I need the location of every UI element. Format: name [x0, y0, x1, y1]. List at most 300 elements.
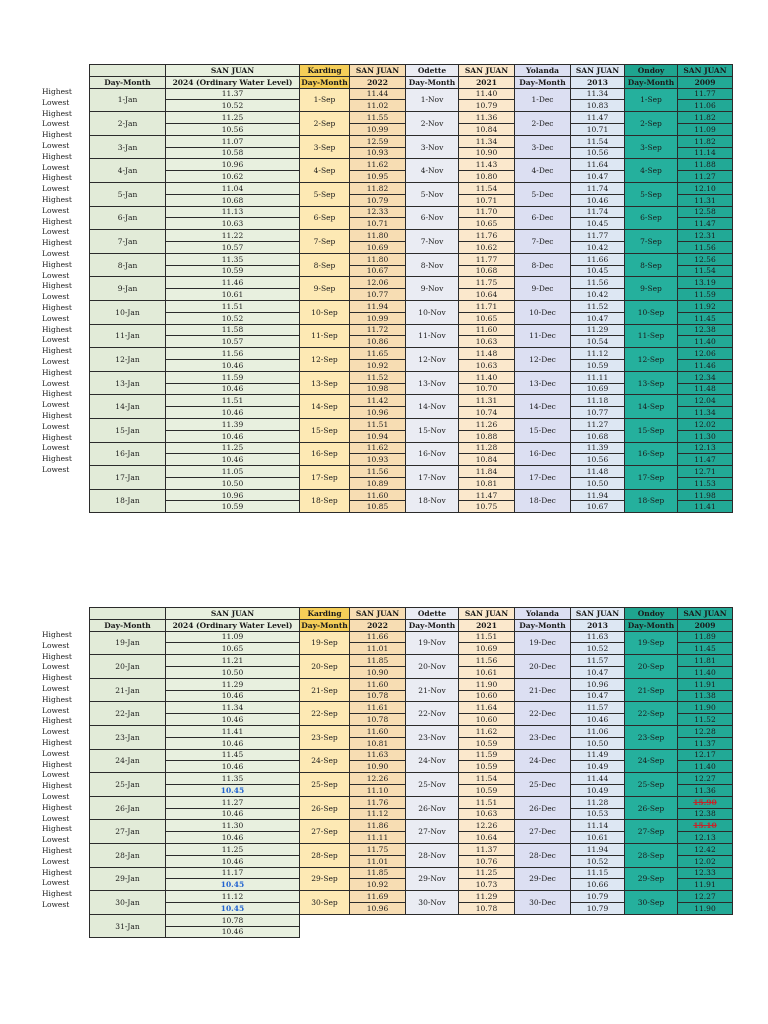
table-row: [90, 891, 733, 903]
sj2024-highest: 11.25: [166, 442, 300, 454]
lowest-label: Lowest: [42, 899, 70, 909]
yolanda-date-cell: 5-Dec: [515, 182, 571, 206]
sj2024-lowest: 10.56: [166, 123, 300, 135]
sj2009-highest: 11.81: [678, 655, 733, 667]
sj2024-highest: 11.17: [166, 867, 300, 879]
yolanda-date-cell: 23-Dec: [515, 725, 571, 749]
day-month-cell: 22-Jan: [90, 702, 166, 726]
odette-date-cell: 3-Nov: [406, 135, 459, 159]
column-header: Yolanda: [515, 608, 571, 620]
highest-label: Highest: [42, 454, 72, 464]
karding-date-cell: 18-Sep: [300, 489, 350, 513]
highest-label: Highest: [42, 716, 72, 726]
karding-date-cell: 3-Sep: [300, 135, 350, 159]
column-header: Day-Month: [90, 619, 166, 631]
odette-date-cell: 28-Nov: [406, 843, 459, 867]
sj2013-highest: 11.64: [571, 159, 625, 171]
sj2013-lowest: 10.46: [571, 714, 625, 726]
day-month-cell: 29-Jan: [90, 867, 166, 891]
odette-date-cell: 16-Nov: [406, 442, 459, 466]
sj2009-highest: 12.27: [678, 891, 733, 903]
sj2022-highest: 11.60: [350, 489, 406, 501]
odette-date-cell: 25-Nov: [406, 773, 459, 797]
lowest-label: Lowest: [42, 205, 70, 215]
sj2021-lowest: 10.80: [459, 171, 515, 183]
day-month-cell: 17-Jan: [90, 466, 166, 490]
column-header: 2013: [571, 619, 625, 631]
karding-date-cell: 12-Sep: [300, 348, 350, 372]
highest-label: Highest: [42, 824, 72, 834]
sj2013-lowest: 10.42: [571, 241, 625, 253]
day-month-cell: 27-Jan: [90, 820, 166, 844]
sj2022-lowest: 10.67: [350, 265, 406, 277]
highest-label: Highest: [42, 302, 72, 312]
day-month-cell: 21-Jan: [90, 678, 166, 702]
karding-date-cell: 8-Sep: [300, 253, 350, 277]
ondoy-date-cell: 23-Sep: [625, 725, 678, 749]
odette-date-cell: 22-Nov: [406, 702, 459, 726]
karding-date-cell: 9-Sep: [300, 277, 350, 301]
day-month-cell: 14-Jan: [90, 395, 166, 419]
ondoy-date-cell: 7-Sep: [625, 230, 678, 254]
sj2021-lowest: 10.63: [459, 336, 515, 348]
day-month-cell: 7-Jan: [90, 230, 166, 254]
column-header: SAN JUAN: [678, 65, 733, 77]
sj2009-highest: 12.10: [678, 182, 733, 194]
highest-label: Highest: [42, 802, 72, 812]
sj2013-lowest: 10.54: [571, 336, 625, 348]
sj2022-highest: 11.55: [350, 112, 406, 124]
sj2021-highest: 11.36: [459, 112, 515, 124]
sj2021-highest: 11.43: [459, 159, 515, 171]
table-row: [90, 914, 733, 926]
column-header: Odette: [406, 608, 459, 620]
lowest-label: Lowest: [42, 464, 70, 474]
table-row: [90, 135, 733, 147]
sj2021-lowest: 10.74: [459, 407, 515, 419]
sj2013-highest: 10.79: [571, 891, 625, 903]
sj2022-lowest: 10.90: [350, 666, 406, 678]
column-header: [90, 608, 166, 620]
header-row: [90, 619, 733, 631]
karding-date-cell: 1-Sep: [300, 88, 350, 112]
highest-label: Highest: [42, 889, 72, 899]
sj2021-lowest: 10.61: [459, 666, 515, 678]
sj2022-lowest: 10.99: [350, 312, 406, 324]
sj2021-lowest: 10.65: [459, 218, 515, 230]
sj2013-lowest: 10.47: [571, 666, 625, 678]
karding-date-cell: 5-Sep: [300, 182, 350, 206]
column-header: 2022: [350, 619, 406, 631]
odette-date-cell: 9-Nov: [406, 277, 459, 301]
sj2021-lowest: 10.76: [459, 855, 515, 867]
sj2009-highest: 12.27: [678, 773, 733, 785]
sj2022-lowest: 10.93: [350, 454, 406, 466]
sj2013-lowest: 10.46: [571, 194, 625, 206]
table-row: [90, 159, 733, 171]
karding-date-cell: 27-Sep: [300, 820, 350, 844]
column-header: SAN JUAN: [166, 65, 300, 77]
table-row: [90, 300, 733, 312]
odette-date-cell: 7-Nov: [406, 230, 459, 254]
sj2009-lowest: 11.59: [678, 289, 733, 301]
sj2024-highest: 11.25: [166, 843, 300, 855]
sj2013-highest: 11.48: [571, 466, 625, 478]
sj2024-highest: 10.78: [166, 914, 300, 926]
day-month-cell: 2-Jan: [90, 112, 166, 136]
column-header: SAN JUAN: [571, 65, 625, 77]
sj2013-highest: 11.66: [571, 253, 625, 265]
sj2022-highest: 12.26: [350, 773, 406, 785]
yolanda-date-cell: 1-Dec: [515, 88, 571, 112]
sj2022-highest: 12.33: [350, 206, 406, 218]
ondoy-date-cell: 1-Sep: [625, 88, 678, 112]
ondoy-date-cell: 4-Sep: [625, 159, 678, 183]
lowest-label: Lowest: [42, 184, 70, 194]
sj2024-highest: 11.51: [166, 395, 300, 407]
sj2009-highest: 12.06: [678, 348, 733, 360]
yolanda-date-cell: 24-Dec: [515, 749, 571, 773]
highest-label: Highest: [42, 151, 72, 161]
lowest-label: Lowest: [42, 292, 70, 302]
sj2024-lowest: 10.62: [166, 171, 300, 183]
table-row: [90, 466, 733, 478]
highest-label: Highest: [42, 694, 72, 704]
yolanda-date-cell: 16-Dec: [515, 442, 571, 466]
sj2021-highest: 11.47: [459, 489, 515, 501]
sj2021-lowest: 10.75: [459, 501, 515, 513]
yolanda-date-cell: 2-Dec: [515, 112, 571, 136]
day-month-cell: 3-Jan: [90, 135, 166, 159]
sj2021-highest: 11.25: [459, 867, 515, 879]
sj2021-highest: 11.51: [459, 631, 515, 643]
sj2009-lowest: 11.53: [678, 477, 733, 489]
odette-date-cell: 1-Nov: [406, 88, 459, 112]
sj2009-highest: 11.77: [678, 88, 733, 100]
day-month-cell: 23-Jan: [90, 725, 166, 749]
karding-date-cell: 16-Sep: [300, 442, 350, 466]
lowest-label: Lowest: [42, 227, 70, 237]
highest-label: Highest: [42, 281, 72, 291]
day-month-cell: 9-Jan: [90, 277, 166, 301]
empty-cell: [300, 914, 733, 938]
sj2021-lowest: 10.79: [459, 100, 515, 112]
ondoy-date-cell: 13-Sep: [625, 371, 678, 395]
sj2013-highest: 11.52: [571, 300, 625, 312]
sj2009-lowest: 11.14: [678, 147, 733, 159]
sj2024-lowest: 10.46: [166, 714, 300, 726]
sj2021-lowest: 10.59: [459, 784, 515, 796]
sj2024-highest: 11.09: [166, 631, 300, 643]
sj2021-highest: 11.54: [459, 773, 515, 785]
odette-date-cell: 6-Nov: [406, 206, 459, 230]
highest-label: Highest: [42, 389, 72, 399]
ondoy-date-cell: 28-Sep: [625, 843, 678, 867]
sj2013-lowest: 10.52: [571, 855, 625, 867]
odette-date-cell: 5-Nov: [406, 182, 459, 206]
sj2013-lowest: 10.53: [571, 808, 625, 820]
odette-date-cell: 27-Nov: [406, 820, 459, 844]
sj2022-lowest: 10.71: [350, 218, 406, 230]
sj2021-highest: 11.64: [459, 702, 515, 714]
sj2013-lowest: 10.71: [571, 123, 625, 135]
sj2022-lowest: 10.81: [350, 737, 406, 749]
sj2022-highest: 11.69: [350, 891, 406, 903]
highest-label: Highest: [42, 867, 72, 877]
day-month-cell: 18-Jan: [90, 489, 166, 513]
sj2022-lowest: 10.89: [350, 477, 406, 489]
yolanda-date-cell: 18-Dec: [515, 489, 571, 513]
ondoy-date-cell: 17-Sep: [625, 466, 678, 490]
sj2022-highest: 11.56: [350, 466, 406, 478]
odette-date-cell: 29-Nov: [406, 867, 459, 891]
sj2013-lowest: 10.83: [571, 100, 625, 112]
yolanda-date-cell: 27-Dec: [515, 820, 571, 844]
sj2024-highest: 11.35: [166, 773, 300, 785]
water-level-table: [89, 64, 733, 513]
header-row: [90, 65, 733, 77]
table-row: [90, 678, 733, 690]
highest-label: Highest: [42, 737, 72, 747]
column-header: SAN JUAN: [459, 608, 515, 620]
sj2022-lowest: 11.01: [350, 643, 406, 655]
sj2009-highest: 11.82: [678, 135, 733, 147]
sj2021-lowest: 10.59: [459, 761, 515, 773]
column-header: SAN JUAN: [459, 65, 515, 77]
ondoy-date-cell: 9-Sep: [625, 277, 678, 301]
sj2013-lowest: 10.59: [571, 359, 625, 371]
sj2013-lowest: 10.61: [571, 832, 625, 844]
sj2022-lowest: 11.11: [350, 832, 406, 844]
sj2022-highest: 11.72: [350, 324, 406, 336]
sj2013-highest: 11.18: [571, 395, 625, 407]
sj2024-highest: 11.45: [166, 749, 300, 761]
day-month-cell: 20-Jan: [90, 655, 166, 679]
sj2021-highest: 11.54: [459, 182, 515, 194]
highest-label: Highest: [42, 173, 72, 183]
column-header: Day-Month: [625, 619, 678, 631]
sj2022-lowest: 10.96: [350, 407, 406, 419]
karding-date-cell: 11-Sep: [300, 324, 350, 348]
sj2013-highest: 11.34: [571, 88, 625, 100]
odette-date-cell: 13-Nov: [406, 371, 459, 395]
sj2022-lowest: 10.78: [350, 714, 406, 726]
sj2024-highest: 11.12: [166, 891, 300, 903]
sj2024-highest: 11.41: [166, 725, 300, 737]
sj2009-lowest: 11.54: [678, 265, 733, 277]
ondoy-date-cell: 12-Sep: [625, 348, 678, 372]
sj2009-lowest: 11.31: [678, 194, 733, 206]
sj2024-lowest: 10.46: [166, 737, 300, 749]
sj2024-lowest: 10.45: [166, 902, 300, 914]
sj2009-highest: 11.88: [678, 159, 733, 171]
sj2009-lowest: 11.30: [678, 430, 733, 442]
yolanda-date-cell: 20-Dec: [515, 655, 571, 679]
sj2024-highest: 11.25: [166, 112, 300, 124]
odette-date-cell: 2-Nov: [406, 112, 459, 136]
sj2021-lowest: 10.59: [459, 737, 515, 749]
sj2024-lowest: 10.45: [166, 879, 300, 891]
sj2022-highest: 11.85: [350, 867, 406, 879]
lowest-label: Lowest: [42, 813, 70, 823]
sj2022-lowest: 11.10: [350, 784, 406, 796]
sj2021-highest: 11.70: [459, 206, 515, 218]
sj2009-highest: 12.38: [678, 324, 733, 336]
table-row: [90, 206, 733, 218]
column-header: Odette: [406, 65, 459, 77]
sj2022-highest: 12.06: [350, 277, 406, 289]
sj2009-lowest: 11.56: [678, 241, 733, 253]
karding-date-cell: 24-Sep: [300, 749, 350, 773]
karding-date-cell: 2-Sep: [300, 112, 350, 136]
sj2021-lowest: 10.70: [459, 383, 515, 395]
sj2022-highest: 11.80: [350, 230, 406, 242]
karding-date-cell: 21-Sep: [300, 678, 350, 702]
sj2022-lowest: 10.92: [350, 359, 406, 371]
table-row: [90, 324, 733, 336]
sj2024-lowest: 10.59: [166, 501, 300, 513]
lowest-label: Lowest: [42, 791, 70, 801]
sj2021-highest: 11.34: [459, 135, 515, 147]
ondoy-date-cell: 6-Sep: [625, 206, 678, 230]
sj2013-highest: 11.74: [571, 206, 625, 218]
sj2022-lowest: 10.69: [350, 241, 406, 253]
odette-date-cell: 17-Nov: [406, 466, 459, 490]
sj2013-highest: 11.94: [571, 843, 625, 855]
karding-date-cell: 23-Sep: [300, 725, 350, 749]
sj2013-highest: 11.29: [571, 324, 625, 336]
sj2021-lowest: 10.63: [459, 808, 515, 820]
highest-label: Highest: [42, 651, 72, 661]
yolanda-date-cell: 7-Dec: [515, 230, 571, 254]
ondoy-date-cell: 10-Sep: [625, 300, 678, 324]
day-month-cell: 4-Jan: [90, 159, 166, 183]
sj2024-highest: 11.35: [166, 253, 300, 265]
table-row: [90, 112, 733, 124]
yolanda-date-cell: 14-Dec: [515, 395, 571, 419]
sj2021-highest: 11.76: [459, 230, 515, 242]
sj2009-highest: 12.58: [678, 206, 733, 218]
sj2024-lowest: 10.65: [166, 643, 300, 655]
sj2022-highest: 11.65: [350, 348, 406, 360]
sj2024-highest: 11.30: [166, 820, 300, 832]
sj2013-highest: 11.56: [571, 277, 625, 289]
table-row: [90, 182, 733, 194]
sj2013-highest: 11.49: [571, 749, 625, 761]
yolanda-date-cell: 30-Dec: [515, 891, 571, 915]
sj2021-highest: 11.59: [459, 749, 515, 761]
sj2021-highest: 11.75: [459, 277, 515, 289]
day-month-cell: 24-Jan: [90, 749, 166, 773]
table-row: [90, 725, 733, 737]
row-label-column: [42, 87, 88, 476]
sj2022-lowest: 10.92: [350, 879, 406, 891]
ondoy-date-cell: 26-Sep: [625, 796, 678, 820]
lowest-label: Lowest: [42, 140, 70, 150]
sj2024-lowest: 10.57: [166, 241, 300, 253]
highest-label: Highest: [42, 432, 72, 442]
sj2021-highest: 11.84: [459, 466, 515, 478]
sj2022-highest: 11.42: [350, 395, 406, 407]
sj2013-lowest: 10.49: [571, 784, 625, 796]
sj2009-highest: 11.91: [678, 678, 733, 690]
column-header: 2021: [459, 76, 515, 88]
column-header: Day-Month: [406, 619, 459, 631]
sj2013-lowest: 10.50: [571, 477, 625, 489]
lowest-label: Lowest: [42, 705, 70, 715]
table-row: [90, 253, 733, 265]
odette-date-cell: 8-Nov: [406, 253, 459, 277]
sj2021-highest: 11.77: [459, 253, 515, 265]
lowest-label: Lowest: [42, 856, 70, 866]
yolanda-date-cell: 8-Dec: [515, 253, 571, 277]
sj2013-highest: 11.11: [571, 371, 625, 383]
sj2021-lowest: 10.88: [459, 430, 515, 442]
ondoy-date-cell: 2-Sep: [625, 112, 678, 136]
karding-date-cell: 13-Sep: [300, 371, 350, 395]
sj2021-highest: 12.26: [459, 820, 515, 832]
day-month-cell: 13-Jan: [90, 371, 166, 395]
sj2013-lowest: 10.45: [571, 218, 625, 230]
sj2021-lowest: 10.90: [459, 147, 515, 159]
water-level-table: [89, 607, 733, 938]
sj2009-highest: 15.10: [678, 820, 733, 832]
sj2009-lowest: 11.06: [678, 100, 733, 112]
sj2021-lowest: 10.84: [459, 454, 515, 466]
sj2024-highest: 11.46: [166, 277, 300, 289]
sj2024-highest: 11.13: [166, 206, 300, 218]
odette-date-cell: 18-Nov: [406, 489, 459, 513]
sj2013-highest: 11.12: [571, 348, 625, 360]
highest-label: Highest: [42, 194, 72, 204]
karding-date-cell: 25-Sep: [300, 773, 350, 797]
ondoy-date-cell: 22-Sep: [625, 702, 678, 726]
table-row: [90, 820, 733, 832]
yolanda-date-cell: 26-Dec: [515, 796, 571, 820]
table-row: [90, 348, 733, 360]
day-month-cell: 19-Jan: [90, 631, 166, 655]
sj2024-lowest: 10.46: [166, 359, 300, 371]
sj2024-highest: 11.34: [166, 702, 300, 714]
column-header: Ondoy: [625, 608, 678, 620]
sj2022-highest: 11.62: [350, 442, 406, 454]
highest-label: Highest: [42, 781, 72, 791]
yolanda-date-cell: 10-Dec: [515, 300, 571, 324]
column-header: 2022: [350, 76, 406, 88]
sj2024-lowest: 10.45: [166, 784, 300, 796]
sj2009-lowest: 11.91: [678, 879, 733, 891]
sj2013-highest: 11.14: [571, 820, 625, 832]
sj2021-highest: 11.37: [459, 843, 515, 855]
column-header: SAN JUAN: [166, 608, 300, 620]
column-header: 2021: [459, 619, 515, 631]
sj2013-highest: 11.54: [571, 135, 625, 147]
lowest-label: Lowest: [42, 835, 70, 845]
sj2022-highest: 11.52: [350, 371, 406, 383]
sj2013-lowest: 10.68: [571, 430, 625, 442]
sj2013-highest: 11.28: [571, 796, 625, 808]
sj2024-lowest: 10.46: [166, 454, 300, 466]
ondoy-date-cell: 25-Sep: [625, 773, 678, 797]
sj2013-lowest: 10.47: [571, 690, 625, 702]
sj2022-highest: 11.62: [350, 159, 406, 171]
sj2024-highest: 11.39: [166, 418, 300, 430]
sj2024-highest: 11.04: [166, 182, 300, 194]
sj2013-lowest: 10.47: [571, 171, 625, 183]
sj2024-highest: 11.22: [166, 230, 300, 242]
lowest-label: Lowest: [42, 727, 70, 737]
column-header: Day-Month: [301, 77, 348, 87]
